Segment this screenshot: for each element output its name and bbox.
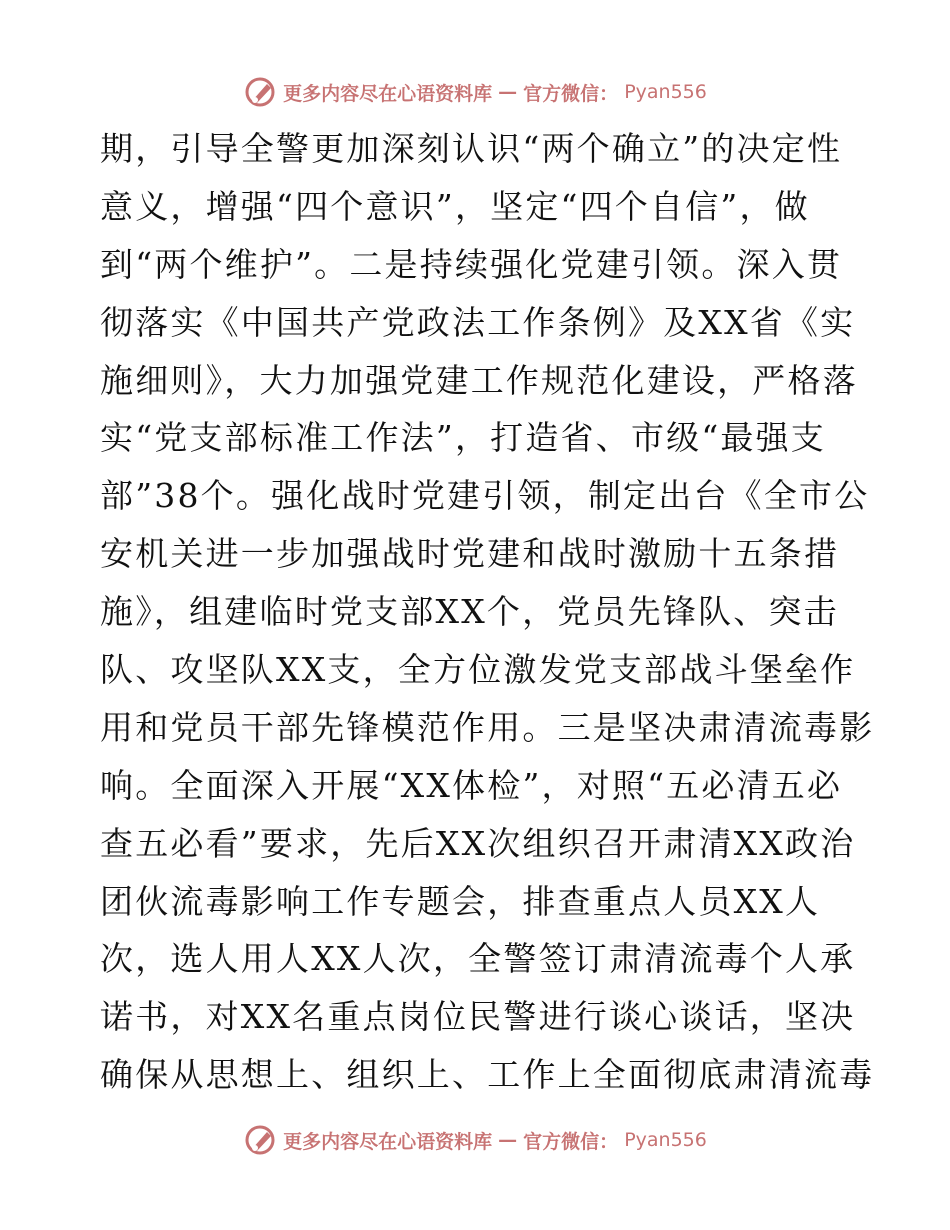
body-line: 期，引导全警更加深刻认识“两个确立”的决定性 [100,129,843,168]
body-line: 部”38个。强化战时党建引领，制定出台《全市公 [100,476,870,516]
watermark-brand: 更多内容尽在心语资料库 [283,1130,493,1153]
body-line: 彻落实《中国共产党政法工作条例》及XX省《实 [100,302,856,342]
watermark-brand: 更多内容尽在心语资料库 [283,82,493,105]
body-line: 意义，增强“四个意识”，坚定“四个自信”，做 [100,186,810,226]
body-line: 用和党员干部先锋模范作用。三是坚决肃清流毒影 [100,707,875,747]
body-line: 诺书，对XX名重点岗位民警进行谈心谈话，坚决 [100,997,856,1037]
body-line: 安机关进一步加强战时党建和战时激励十五条措 [100,534,840,574]
watermark-wechat-id: Pyan556 [624,1129,707,1151]
document-body [100,120,875,1104]
body-line: 到“两个维护”。二是持续强化党建引领。深入贯 [100,244,843,284]
pen-logo-icon [243,1123,277,1157]
header-watermark [0,72,950,112]
watermark-separator: — [498,1129,518,1151]
footer-watermark [0,1120,950,1160]
watermark-wechat-label: 官方微信： [523,1130,619,1153]
body-line: 响。全面深入开展“XX体检”，对照“五必清五必 [100,765,843,805]
body-line: 队、攻坚队XX支，全方位激发党支部战斗堡垒作 [100,650,856,690]
watermark-wechat-id: Pyan556 [624,81,707,103]
body-line: 团伙流毒影响工作专题会，排查重点人员XX人 [100,881,821,921]
body-line: 次，选人用人XX人次，全警签订肃清流毒个人承 [100,939,856,979]
watermark-wechat-label: 官方微信： [523,82,619,105]
body-line: 查五必看”要求，先后XX次组织召开肃清XX政治 [100,823,856,863]
body-line: 施》，组建临时党支部XX个，党员先锋队、突击 [100,592,839,632]
body-line: 实“党支部标准工作法”，打造省、市级“最强支 [100,418,827,458]
body-line: 确保从思想上、组织上、工作上全面彻底肃清流毒 [100,1055,875,1095]
body-line: 施细则》，大力加强党建工作规范化建设，严格落 [100,360,858,400]
pen-logo-icon [243,75,277,109]
watermark-separator: — [498,81,518,103]
